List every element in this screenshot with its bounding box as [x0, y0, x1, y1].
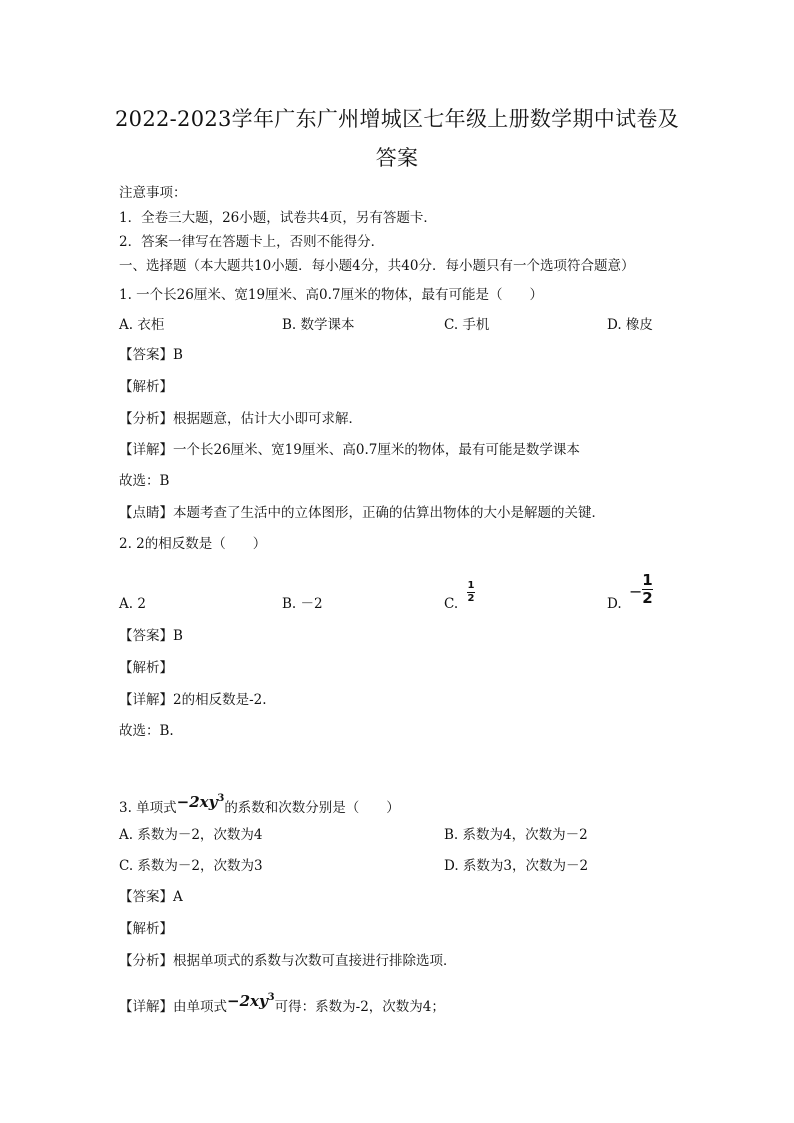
q2-answer: 【答案】B: [119, 628, 183, 644]
q2-option-c-numerator: 1: [467, 580, 475, 591]
q2-xiangjie: 【详解】2的相反数是-2.: [119, 692, 267, 708]
q2-stem: 2. 2的相反数是（ ）: [119, 536, 267, 552]
q3-option-d: D. 系数为3，次数为－2: [444, 858, 589, 874]
q3-answer: 【答案】A: [119, 889, 183, 905]
q1-option-a: A. 衣柜: [119, 317, 165, 333]
q3-xiangjie-suffix: 可得：系数为-2，次数为4；: [274, 999, 445, 1015]
q3-option-c: C. 系数为－2，次数为3: [119, 858, 263, 874]
q2-option-b: B. －2: [282, 596, 323, 612]
q3-option-a: A. 系数为－2，次数为4: [119, 827, 263, 843]
q2-option-a: A. 2: [119, 596, 146, 612]
q3-analysis: 【解析】: [119, 921, 173, 937]
q1-option-d: D. 橡皮: [607, 317, 653, 333]
q3-xiangjie-monomial-base: −2xy: [227, 992, 268, 1010]
q3-xiangjie-prefix: 【详解】由单项式: [119, 999, 227, 1015]
q2-option-d-denominator: 2: [642, 589, 653, 607]
q3-xiangjie-monomial-exponent: 3: [267, 992, 275, 1003]
q1-option-b: B. 数学课本: [282, 317, 355, 333]
q1-option-c: C. 手机: [444, 317, 490, 333]
notes-item-1: 1．全卷三大题，26小题，试卷共4页，另有答题卡．: [119, 210, 437, 226]
q3-option-b: B. 系数为4，次数为－2: [444, 827, 588, 843]
q1-stem: 1. 一个长26厘米、宽19厘米、高0.7厘米的物体，最有可能是（ ）: [119, 287, 543, 303]
q1-dianjing: 【点睛】本题考查了生活中的立体图形，正确的估算出物体的大小是解题的关键．: [119, 505, 605, 521]
exam-title-line2: 答案: [375, 146, 419, 170]
q2-option-c-fraction: [467, 581, 475, 604]
q1-fenxi: 【分析】根据题意，估计大小即可求解．: [119, 411, 362, 427]
q3-fenxi: 【分析】根据单项式的系数与次数可直接进行排除选项．: [119, 953, 457, 969]
q3-monomial-exponent: 3: [217, 793, 225, 804]
q1-analysis: 【解析】: [119, 379, 173, 395]
q3-monomial: [177, 793, 225, 811]
q2-option-d-numerator: 1: [642, 571, 653, 589]
q2-option-c-label: C.: [444, 596, 459, 612]
notes-item-2: 2．答案一律写在答题卡上，否则不能得分．: [119, 234, 385, 250]
q2-option-d-label: D.: [607, 596, 622, 612]
q2-option-d-sign: −: [629, 582, 643, 601]
notes-heading: 注意事项：: [119, 185, 187, 201]
q1-guxuan: 故选：B: [119, 473, 170, 489]
q3-xiangjie-monomial: [227, 992, 275, 1010]
q3-stem-prefix: 3. 单项式: [119, 800, 177, 816]
q2-analysis: 【解析】: [119, 660, 173, 676]
q2-guxuan: 故选：B.: [119, 723, 174, 739]
q2-option-c-denominator: 2: [467, 593, 475, 604]
section1-heading: 一、选择题（本大题共10小题．每小题4分，共40分．每小题只有一个选项符合题意）: [119, 258, 635, 274]
q1-xiangjie: 【详解】一个长26厘米、宽19厘米、高0.7厘米的物体，最有可能是数学课本: [119, 442, 580, 458]
q3-stem-suffix: 的系数和次数分别是（ ）: [224, 800, 400, 816]
q2-option-d-fraction: [642, 573, 653, 606]
exam-title-line1: 2022-2023学年广东广州增城区七年级上册数学期中试卷及: [115, 107, 679, 131]
q1-answer: 【答案】B: [119, 347, 183, 363]
q3-stem: [119, 795, 400, 817]
q3-xiangjie: [119, 994, 445, 1016]
q3-monomial-base: −2xy: [176, 793, 218, 811]
